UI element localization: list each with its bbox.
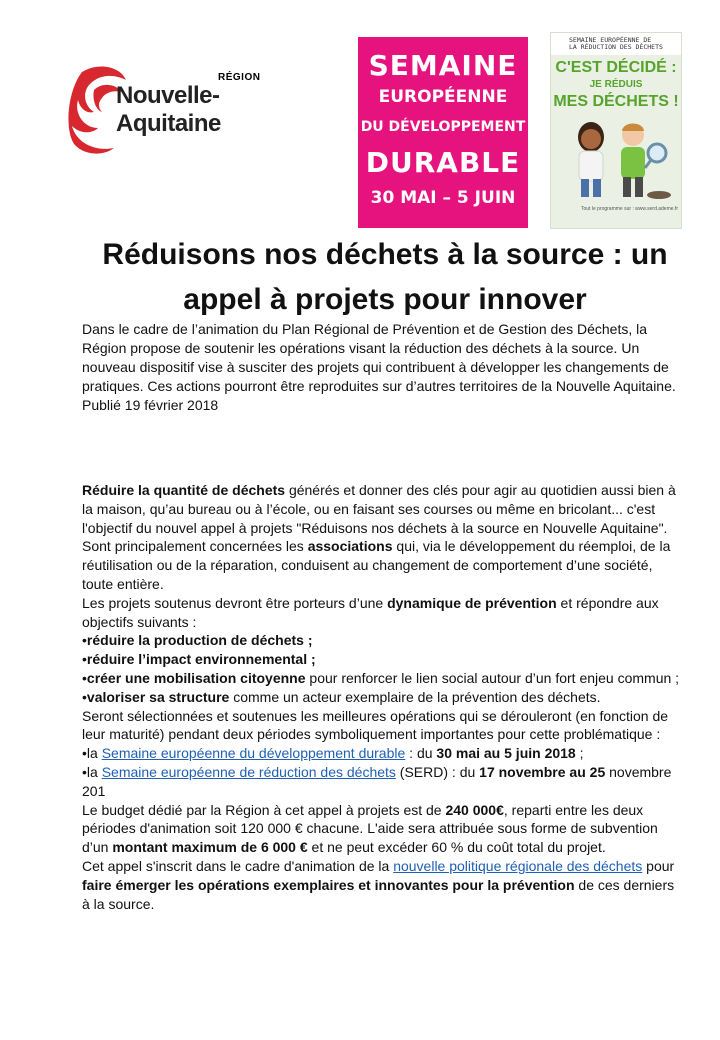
sedd-line1: SEMAINE (368, 49, 518, 82)
paragraph-text: Sont principalement concernées les (82, 538, 308, 555)
logo-name-line2: Aquitaine (116, 110, 221, 137)
paragraph-text: de ces derniers à la source. (82, 876, 675, 912)
paragraph-policy (82, 857, 682, 913)
article-title: Réduisons nos déchets à la source : un appel à projets pour innover (102, 238, 668, 316)
paragraph-audience (82, 537, 682, 593)
serd-header-text (569, 37, 663, 51)
sedd-line5: 30 MAI – 5 JUIN (370, 188, 516, 208)
paragraph-text: : du (405, 745, 437, 762)
article-intro: Dans le cadre de l’animation du Plan Régional de Prévention et de Gestion des Déchets, la Région propose de soutenir les opérations visant la réduction des déchets à la source. Un nouveau dispositif vise à susciter des projets qui contribuent à développer les changements de pratiques. Ces actions pourront être reproduites sur d’autres territoires de la Nouvelle Aquitaine. Publié 19 février 2018 (82, 321, 676, 413)
bullet-icon: • (82, 651, 87, 668)
emphasis: valoriser sa structure (86, 688, 230, 705)
article-body (82, 481, 682, 913)
sedd-line3: DU DÉVELOPPEMENT (360, 119, 526, 135)
paragraph-text: Le budget dédié par la Région à cet appel à projets est de (82, 801, 446, 818)
serd-slogan-line1: C'EST DÉCIDÉ : (555, 59, 677, 76)
paragraph-text: la (86, 763, 102, 780)
bullet-icon: • (82, 669, 87, 686)
bullet-icon: • (82, 745, 87, 762)
paragraph-text: Les projets soutenus devront être porteurs d’une (82, 594, 388, 611)
region-logo (68, 62, 318, 162)
paragraph-text: et ne peut excéder 60 % du coût total du projet. (307, 839, 606, 856)
emphasis: associations (307, 538, 393, 555)
paragraph-objective (82, 481, 682, 537)
paragraph-dynamics (82, 594, 682, 632)
bullet-icon: • (82, 688, 87, 705)
objective-item (82, 631, 682, 650)
bullet-icon: • (82, 632, 87, 649)
sedd-line4: DURABLE (365, 146, 521, 179)
sedd-poster (358, 37, 528, 228)
paragraph-selection: Seront sélectionnées et soutenues les meilleures opérations qui se dérouleront (en fonction de leur maturité) pendant deux périodes symboliquement importantes pour cette problématique : (82, 707, 669, 743)
paragraph-text: qui, via le développement du réemploi, de la réutilisation ou de la réparation, conduisent au changement de comportement d’une société, toute entière. (82, 538, 671, 592)
cartoon-characters-illustration (551, 113, 681, 203)
sedd-line2: EUROPÉENNE (378, 87, 508, 107)
objective-item (82, 650, 682, 669)
serd-slogan-line3: MES DÉCHETS ! (553, 93, 679, 110)
paragraph-text: la (86, 745, 102, 762)
paragraph-text: novembre 201 (82, 763, 672, 799)
objective-item (82, 688, 682, 707)
serd-footer-text: Tout le programme sur : www.serd.ademe.fr (581, 206, 678, 212)
emphasis: 30 mai au 5 juin 2018 (436, 745, 576, 762)
paragraph-text: et répondre aux objectifs suivants : (82, 594, 659, 630)
paragraph-text: pour renforcer le lien social autour d’un fort enjeu commun ; (305, 669, 680, 686)
period-item (82, 763, 682, 801)
emphasis: montant maximum de 6 000 € (112, 839, 308, 856)
emphasis: créer une mobilisation citoyenne (86, 669, 306, 686)
paragraph-text: générés et donner des clés pour agir au quotidien aussi bien à la maison, qu’au bureau ou à l’école, ou en faisant ses courses ou même en bricolant... c'est l'objectif du nouvel appel à projets "Réduisons nos déchets à la source en Nouvelle Aquitaine". (82, 482, 676, 536)
sedd-link[interactable]: Semaine européenne du développement durable (101, 745, 406, 762)
paragraph-text: pour (642, 857, 675, 874)
serd-header-band (551, 33, 681, 55)
emphasis: faire émerger les opérations exemplaires et innovantes pour la prévention (82, 876, 575, 893)
serd-header-line2: LA RÉDUCTION DES DÉCHETS (569, 43, 663, 51)
emphasis: dynamique de prévention (387, 594, 557, 611)
emphasis: Réduire la quantité de déchets (82, 482, 286, 498)
emphasis: réduire la production de déchets ; (86, 632, 313, 649)
paragraph-text: ; (575, 745, 584, 762)
paragraph-text: comme un acteur exemplaire de la prévention des déchets. (229, 688, 601, 705)
paragraph-text: (SERD) : du (395, 763, 480, 780)
serd-header-line1: SEMAINE EUROPÉENNE DE (569, 36, 652, 44)
emphasis: 240 000€ (445, 801, 504, 818)
logo-name-line1: Nouvelle- (116, 82, 220, 109)
policy-link[interactable]: nouvelle politique régionale des déchets (393, 857, 643, 874)
paragraph-text: , reparti entre les deux périodes d'animation soit 120 000 € chacune. L'aide sera attribuée sous forme de subvention d’un (82, 801, 658, 856)
objective-item (82, 669, 682, 688)
serd-link[interactable]: Semaine européenne de réduction des déchets (101, 763, 396, 780)
paragraph-text: Cet appel s'inscrit dans le cadre d'animation de la (82, 857, 394, 874)
emphasis: 17 novembre au 25 (479, 763, 606, 780)
emphasis: réduire l’impact environnemental ; (86, 651, 316, 668)
serd-slogan-line2: JE RÉDUIS (589, 79, 643, 90)
bullet-icon: • (82, 763, 87, 780)
serd-poster (550, 32, 682, 229)
paragraph-budget (82, 801, 682, 857)
logo-region-label: RÉGION (218, 72, 261, 83)
period-item (82, 744, 682, 763)
